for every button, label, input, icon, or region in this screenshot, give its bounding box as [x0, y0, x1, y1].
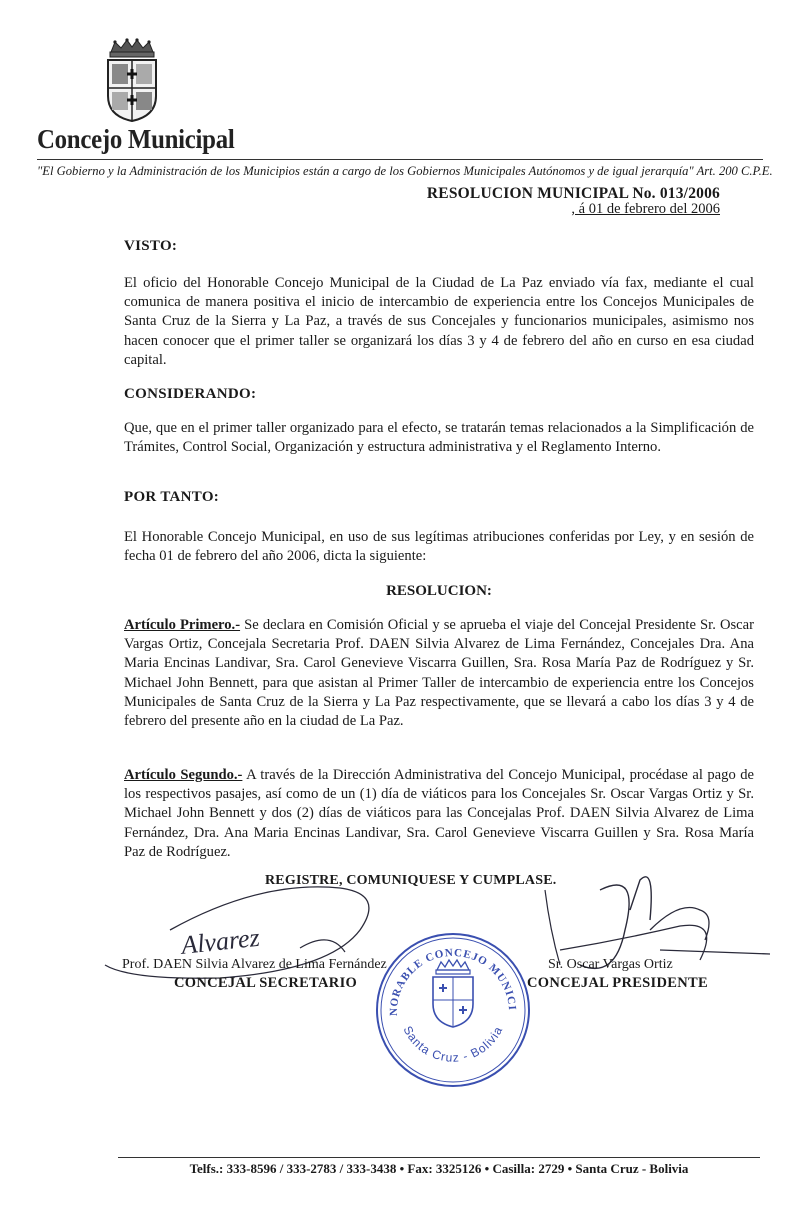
right-signer-name: Sr. Oscar Vargas Ortiz	[548, 957, 673, 972]
resolution-date: , á 01 de febrero del 2006	[571, 201, 720, 217]
considerando-heading: CONSIDERANDO:	[124, 386, 257, 402]
article-first	[124, 616, 754, 731]
left-signer-name: Prof. DAEN Silvia Alvarez de Lima Fernández	[122, 957, 387, 972]
svg-text:HONORABLE CONCEJO MUNICIPAL	[373, 930, 518, 1016]
resolution-number: RESOLUCION MUNICIPAL No. 013/2006	[426, 185, 720, 202]
article-second-label: Artículo Segundo.-	[124, 767, 243, 783]
svg-text:Santa Cruz - Bolivia	[400, 1024, 505, 1065]
seal-top-text: NORABLE CONCEJO MUNICI	[387, 946, 519, 1017]
visto-heading: VISTO:	[124, 238, 178, 254]
brand-title: Concejo Municipal	[37, 124, 235, 154]
footer-contact: Telfs.: 333-8596 / 333-2783 / 333-3438 • Fax: 3325126 • Casilla: 2729 • Santa Cruz - Bolivia	[189, 1161, 689, 1176]
article-first-label: Artículo Primero.-	[124, 617, 241, 633]
motto-quote: "El Gobierno y la Administración de los Municipios están a cargo de los Gobiernos Municipales Autónomos y de igual jerarquía" Art. 200 C.P.E.	[37, 164, 773, 178]
seal-bottom-text: Santa Cruz - Bolivia	[400, 1023, 506, 1065]
official-seal-stamp	[373, 930, 533, 1090]
article-second-text: A través de la Dirección Administrativa del Concejo Municipal, procédase al pago de los respectivos pasajes, así como de un (1) día de viáticos para los Concejales Sr. Oscar Vargas Ortiz y Sr. Michael John Bennett y dos (2) días de viáticos para las Concejalas Prof. DAEN Silvia Alvarez de Lima Fernández, Dra. Ana Maria Encinas Landivar, Sra. Carol Genevieve Viscarra Guillen y Sra. Rosa María Paz de Rodríguez.	[124, 767, 754, 860]
coat-of-arms-logo	[103, 38, 161, 122]
por-tanto-heading: POR TANTO:	[124, 489, 220, 505]
article-first-text: Se declara en Comisión Oficial y se aprueba el viaje del Concejal Presidente Sr. Oscar Vargas Ortiz, Concejala Secretaria Prof. DAEN Silvia Alvarez de Lima Fernández, Concejales Dra. Ana Maria Encinas Landivar, Sra. Carol Genevieve Viscarra Guillen, Sra. Rosa María Paz de Rodríguez y Sr. Michael John Bennett, para que asistan al Primer Taller de intercambio de experiencia entre los Concejos Municipales de Santa Cruz de la Sierra y La Paz respectivamente, que se llevará a cabo los días 3 y 4 de febrero del presente año en la ciudad de La Paz.	[124, 617, 754, 730]
left-signer-role: CONCEJAL SECRETARIO	[174, 975, 358, 991]
article-second	[124, 766, 754, 862]
closing-statement: REGISTRE, COMUNIQUESE Y CUMPLASE.	[265, 873, 557, 888]
right-signer-role: CONCEJAL PRESIDENTE	[527, 975, 708, 991]
considerando-text: Que, que en el primer taller organizado para el efecto, se tratarán temas relacionados a la Simplificación de Trámites, Control Social, Organización y estructura administrativa y el Reglamento Interno.	[124, 420, 754, 456]
left-handwritten-signature: Alvarez	[179, 922, 261, 960]
footer-divider	[118, 1157, 760, 1158]
resolucion-heading: RESOLUCION:	[386, 583, 492, 599]
visto-text: El oficio del Honorable Concejo Municipal de la Ciudad de La Paz enviado vía fax, mediante el cual comunica de manera positiva el inicio de intercambio de experiencia entre los Concejos Municipales de Santa Cruz de la Sierra y La Paz, a través de sus Concejales y funcionarios municipales, asimismo nos hacen conocer que el primer taller se organizará los días 3 y 4 de febrero del año en curso en esa ciudad capital.	[124, 275, 754, 368]
header-divider	[37, 159, 763, 160]
por-tanto-text: El Honorable Concejo Municipal, en uso de sus legítimas atribuciones conferidas por Ley, y en sesión de fecha 01 de febrero del año 2006, dicta la siguiente:	[124, 529, 754, 565]
